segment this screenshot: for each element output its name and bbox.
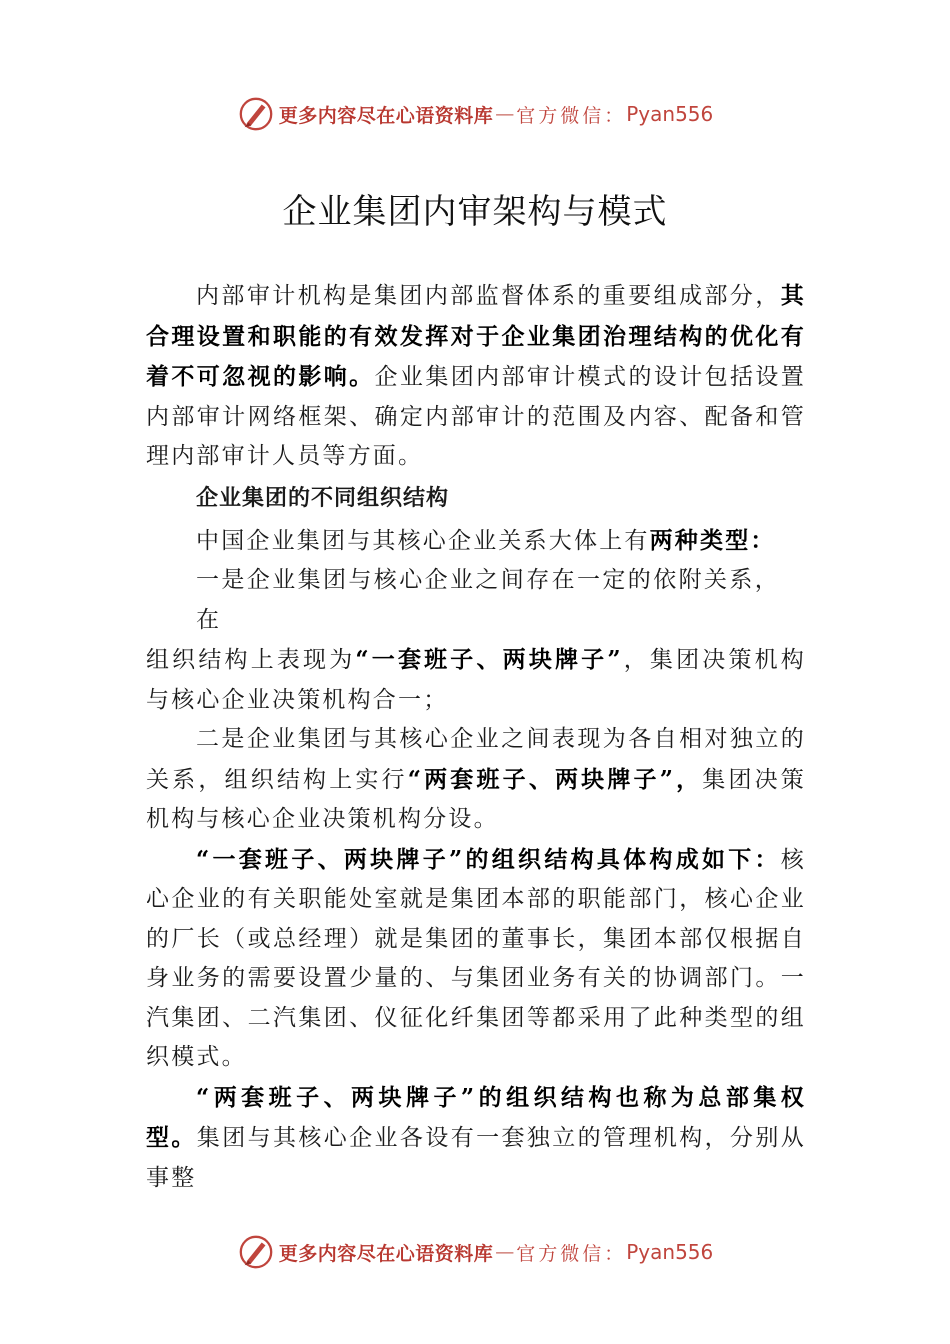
document-title: 企业集团内审架构与模式 bbox=[282, 192, 668, 232]
type-one-text-b: 在 bbox=[196, 606, 222, 633]
type-one-bold-text: “一套班子、两块牌子” bbox=[355, 646, 623, 673]
intro-text-c: 企业集团内部审计模式的设计包括设置内部审计网络框架、确定内部审计的范围及内容、配备和管理内部审计人员等方面。 bbox=[146, 364, 806, 469]
pen-logo-icon bbox=[237, 95, 275, 133]
watermark-dash: — bbox=[495, 103, 515, 125]
structure-two-bold-text: “两套班子、两块牌子”的组织结构也称为总部集权型。 bbox=[146, 1083, 806, 1151]
type-two-bold-text: “两套班子、两块牌子”， bbox=[407, 765, 703, 793]
types-text: 中国企业集团与其核心企业关系大体上有 bbox=[196, 527, 650, 554]
watermark-dash: — bbox=[495, 1241, 515, 1263]
watermark-brand-text: 更多内容尽在心语资料库 bbox=[278, 104, 494, 127]
paragraph-type-two bbox=[146, 720, 806, 840]
type-one-text-a: 一是企业集团与核心企业之间存在一定的依附关系， bbox=[196, 567, 781, 593]
paragraph-type-one bbox=[146, 561, 806, 601]
type-one-text-e: ，集团决策机构与核心企业决策机构合一； bbox=[146, 647, 806, 713]
paragraph-structure-two bbox=[146, 1078, 806, 1199]
type-two-text-c: 集团决策机构与核心企业决策机构分设。 bbox=[146, 766, 807, 832]
header-watermark bbox=[0, 92, 950, 136]
watermark-brand-text: 更多内容尽在心语资料库 bbox=[278, 1242, 494, 1265]
types-bold-text: 两种类型： bbox=[649, 526, 776, 554]
paragraph-type-one-orphan bbox=[146, 601, 806, 641]
watermark-label: 官方微信： bbox=[516, 1242, 627, 1265]
structure-one-text: 核心企业的有关职能处室就是集团本部的职能部门，核心企业的厂长（或总经理）就是集团的董事长，集团本部仅根据自身业务的需要设置少量的、与集团业务有关的协调部门。一汽集团、二汽集团、仪征化纤集团等都采用了此种类型的组织模式。 bbox=[146, 846, 806, 1070]
watermark-wechat-id: Pyan556 bbox=[626, 1240, 714, 1264]
intro-bold-text: 其合理设置和职能的有效发挥对于企业集团治理结构的优化有着不可忽视的影响。 bbox=[146, 282, 806, 390]
section-heading: 企业集团的不同组织结构 bbox=[196, 485, 450, 511]
paragraph-type-one-cont bbox=[146, 640, 806, 720]
footer-watermark bbox=[0, 1230, 950, 1274]
paragraph-intro bbox=[146, 276, 806, 477]
type-two-text-a: 二是企业集团与其核心企业之间表现为各自相对独立的关系，组织结构上实行 bbox=[146, 726, 806, 793]
pen-logo-icon bbox=[237, 1233, 275, 1271]
watermark-label: 官方微信： bbox=[516, 104, 627, 127]
document-body bbox=[146, 276, 806, 1198]
intro-text-a: 内部审计机构是集团内部监督体系的重要组成部分， bbox=[196, 283, 781, 309]
watermark-wechat-id: Pyan556 bbox=[626, 102, 714, 126]
paragraph-types bbox=[146, 521, 806, 562]
structure-one-bold-text: “一套班子、两块牌子”的组织结构具体构成如下： bbox=[196, 845, 781, 873]
structure-two-text: 集团与其核心企业各设有一套独立的管理机构，分别从事整 bbox=[146, 1125, 806, 1191]
type-one-text-c: 组织结构上表现为 bbox=[146, 647, 356, 673]
paragraph-structure-one bbox=[146, 840, 806, 1078]
